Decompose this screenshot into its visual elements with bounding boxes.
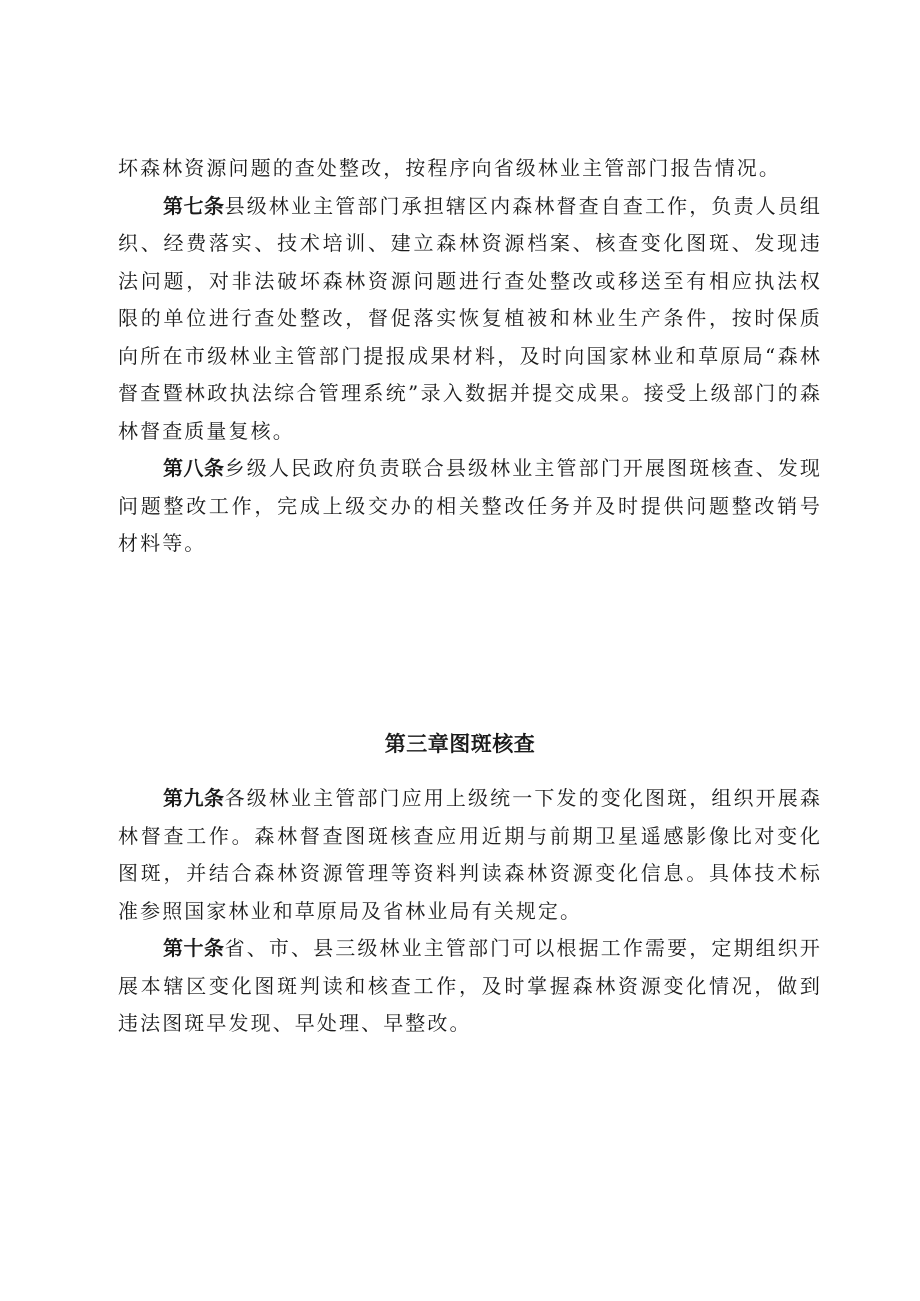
- article-7: [118, 188, 822, 451]
- article-8: [118, 450, 822, 563]
- article-9-label: 第九条: [163, 786, 225, 810]
- article-10: [118, 930, 822, 1043]
- section-upper: [118, 150, 822, 563]
- article-10-label: 第十条: [163, 936, 225, 960]
- article-7-label: 第七条: [163, 193, 225, 218]
- article-10-text: 省、市、县三级林业主管部门可以根据工作需要，定期组织开展本辖区变化图斑判读和核查工作，及时掌握森林资源变化情况，做到违法图斑早发现、早处理、早整改。: [118, 936, 823, 1035]
- article-8-text: 乡级人民政府负责联合县级林业主管部门开展图斑核查、发现问题整改工作，完成上级交办的相关整改任务并及时提供问题整改销号材料等。: [118, 456, 823, 555]
- continuation-paragraph: 坏森林资源问题的查处整改，按程序向省级林业主管部门报告情况。: [118, 156, 781, 180]
- chapter-title: 第三章图斑核查: [384, 732, 536, 756]
- section-lower: [118, 780, 822, 1043]
- article-9-text: 各级林业主管部门应用上级统一下发的变化图斑，组织开展森林督查工作。森林督查图斑核查应用近期与前期卫星遥感影像比对变化图斑，并结合森林资源管理等资料判读森林资源变化信息。具体技术标准参照国家林业和草原局及省林业局有关规定。: [118, 786, 823, 923]
- article-8-label: 第八条: [163, 456, 225, 480]
- article-7-text: 县级林业主管部门承担辖区内森林督查自查工作，负责人员组织、经费落实、技术培训、建立森林资源档案、核查变化图斑、发现违法问题，对非法破坏森林资源问题进行查处整改或移送至有相应执法权限的单位进行查处整改，督促落实恢复植被和林业生产条件，按时保质向所在市级林业主管部门提报成果材料，及时向国家林业和草原局“森林督查暨林政执法综合管理系统”录入数据并提交成果。接受上级部门的森林督查质量复核。: [118, 193, 823, 443]
- article-9: [118, 780, 822, 930]
